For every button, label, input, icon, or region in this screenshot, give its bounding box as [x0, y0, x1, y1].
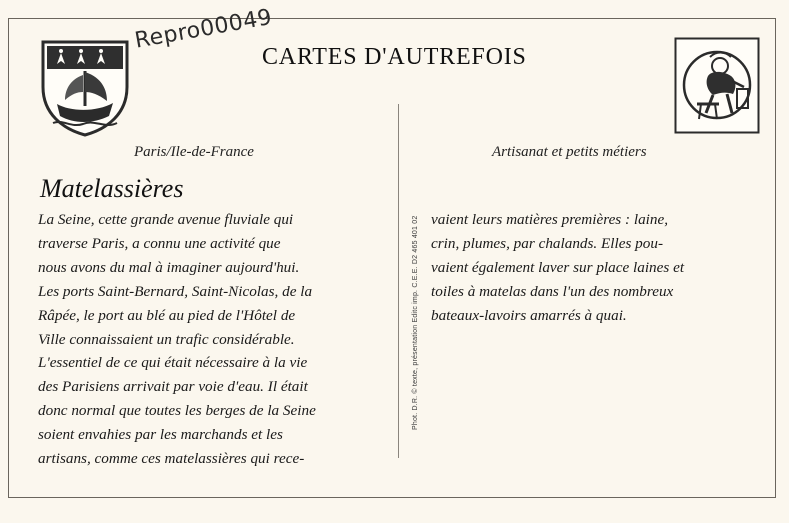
- right-paragraph-line: vaient également laver sur place laines et: [431, 258, 685, 276]
- artisan-stamp-icon: [674, 37, 760, 134]
- right-paragraph-line: toiles à matelas dans l'un des nombreux: [431, 282, 674, 300]
- right-paragraph-line: vaient leurs matières premières : laine,: [431, 211, 669, 228]
- left-paragraph-line: Les ports Saint-Bernard, Saint-Nicolas, de la: [38, 282, 313, 300]
- article-title: Matelassières: [40, 174, 184, 203]
- left-paragraph-line: des Parisiens arrivait par voie d'eau. Il était: [38, 378, 308, 396]
- right-paragraph: [431, 208, 762, 328]
- vertical-credit: Phot. D.R. © texte, présentation Editc imp. C.E.E. D2 465 401 02: [412, 215, 419, 430]
- left-caption: Paris/Ile-de-France: [134, 144, 254, 160]
- paris-crest-icon: [37, 37, 133, 139]
- left-paragraph-line: nous avons du mal à imaginer aujourd'hui.: [38, 258, 300, 276]
- left-paragraph-line: artisans, comme ces matelassières qui rece-: [38, 450, 305, 468]
- right-paragraph-line: crin, plumes, par chalands. Elles pou-: [431, 234, 664, 252]
- left-paragraph-line: Ville connaissaient un trafic considérable.: [38, 330, 295, 348]
- left-paragraph-line: L'essentiel de ce qui était nécessaire à la vie: [38, 354, 308, 372]
- center-divider: [398, 104, 399, 458]
- left-paragraph-line: soient envahies par les marchands et les: [38, 426, 283, 444]
- left-paragraph-line: traverse Paris, a connu une activité que: [38, 234, 281, 252]
- left-paragraph-line: Râpée, le port au blé au pied de l'Hôtel de: [38, 306, 296, 324]
- left-paragraph: [38, 208, 384, 471]
- right-caption: Artisanat et petits métiers: [492, 144, 647, 160]
- left-paragraph-line: donc normal que toutes les berges de la Seine: [38, 402, 316, 420]
- handwritten-reference: Repro00049: [133, 4, 275, 54]
- right-paragraph-line: bateaux-lavoirs amarrés à quai.: [431, 306, 627, 324]
- left-paragraph-line: La Seine, cette grande avenue fluviale qui: [38, 211, 294, 228]
- page-title: CARTES D'AUTREFOIS: [262, 44, 527, 70]
